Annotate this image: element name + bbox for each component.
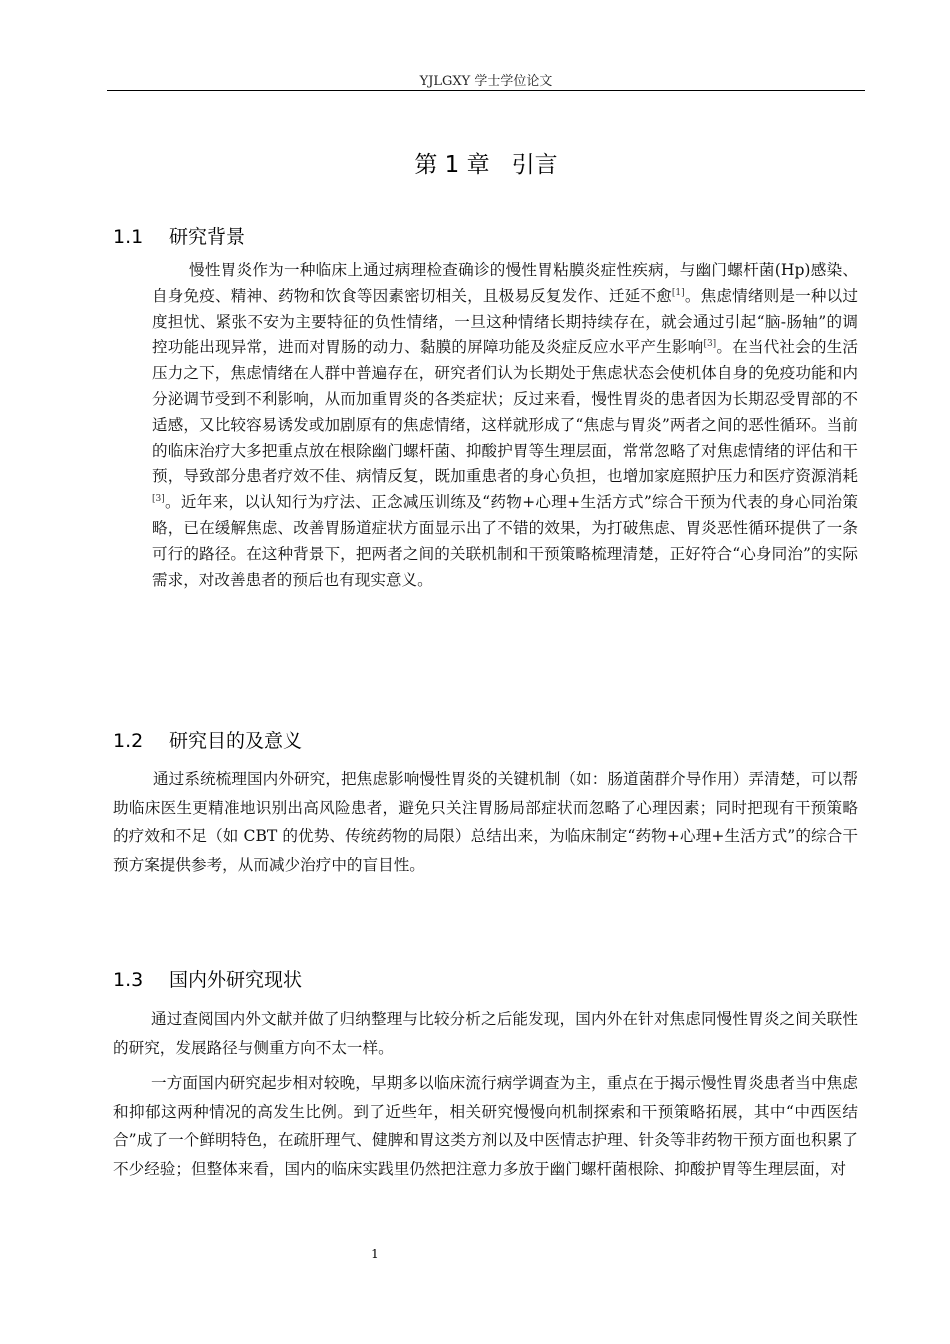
paragraph-status-intro: 通过查阅国内外文献并做了归纳整理与比较分析之后能发现，国内外在针对焦虑同慢性胃炎之间关联性的研究，发展路径与侧重方向不太一样。 [113, 1010, 858, 1057]
section-number: 1.1 [113, 226, 144, 248]
paragraph-text: 。近年来，以认知行为疗法、正念减压训练及“药物+心理+生活方式”综合干预为代表的身心同治策略，已在缓解焦虑、改善胃肠道症状方面显示出了不错的效果，为打破焦虑、胃炎恶性循环提供了一条可行的路径。在这种背景下，把两者之间的关联机制和干预策略梳理清楚，正好符合“心身同治”的实际需求，对改善患者的预后也有现实意义。 [152, 493, 858, 589]
paragraph-background [152, 258, 858, 593]
section-title: 研究背景 [169, 226, 246, 248]
section-number: 1.3 [113, 969, 144, 991]
chapter-number: 第 1 章 [414, 152, 490, 178]
paragraph-text: 。在当代社会的生活压力之下，焦虑情绪在人群中普遍存在，研究者们认为长期处于焦虑状态会使机体自身的免疫功能和内分泌调节受到不利影响，从而加重胃炎的各类症状；反过来看，慢性胃炎的患者因为长期忍受胃部的不适感，又比较容易诱发或加剧原有的焦虑情绪，这样就形成了“焦虑与胃炎”两者之间的恶性循环。当前的临床治疗大多把重点放在根除幽门螺杆菌、抑酸护胃等生理层面，常常忽略了对焦虑情绪的评估和干预，导致部分患者疗效不佳、病情反复，既加重患者的身心负担，也增加家庭照护压力和医疗资源消耗 [152, 338, 858, 486]
section-heading-1-3 [113, 965, 302, 992]
citation: [3] [703, 339, 717, 350]
citation: [3] [152, 493, 165, 504]
section-title: 国内外研究现状 [169, 969, 303, 991]
chapter-title [107, 146, 865, 179]
section-title: 研究目的及意义 [169, 730, 303, 752]
paragraph-text: 慢性胃炎作为一种临床上通过病理检查确诊的慢性胃粘膜炎症性疾病，与幽门螺杆菌(Hp)感染、自身免疫、精神、药物和饮食等因素密切相关，且极易反复发作、迁延不愈 [152, 261, 858, 305]
paragraph-text: 。焦虑情绪则是一种以过度担忧、紧张不安为主要特征的负性情绪，一旦这种情绪长期持续存在，就会通过引起“脑-肠轴”的调控功能出现异常，进而对胃肠的动力、黏膜的屏障功能及炎症反应水平产生影响 [152, 286, 858, 357]
paragraph-domestic-research: 一方面国内研究起步相对较晚，早期多以临床流行病学调查为主，重点在于揭示慢性胃炎患者当中焦虑和抑郁这两种情况的高发生比例。到了近些年，相关研究慢慢向机制探索和干预策略拓展，其中“中西医结合”成了一个鲜明特色，在疏肝理气、健脾和胃这类方剂以及中医情志护理、针灸等非药物干预方面也积累了不少经验；但整体来看，国内的临床实践里仍然把注意力多放于幽门螺杆菌根除、抑酸护胃等生理层面，对 [113, 1074, 858, 1178]
page-number: 1 [371, 1247, 379, 1261]
citation: [1] [671, 287, 685, 298]
section-number: 1.2 [113, 730, 144, 752]
section-heading-1-1 [113, 222, 245, 249]
section-heading-1-2 [113, 726, 302, 753]
header-rule [107, 90, 865, 91]
chapter-name: 引言 [511, 152, 558, 178]
running-header: YJLGXY 学士学位论文 [419, 74, 553, 89]
paragraph-purpose: 通过系统梳理国内外研究，把焦虑影响慢性胃炎的关键机制（如：肠道菌群介导作用）弄清楚，可以帮助临床医生更精准地识别出高风险患者，避免只关注胃肠局部症状而忽略了心理因素；同时把现有干预策略的疗效和不足（如 CBT 的优势、传统药物的局限）总结出来，为临床制定“药物+心理+生活方式”的综合干预方案提供参考，从而减少治疗中的盲目性。 [113, 770, 858, 874]
